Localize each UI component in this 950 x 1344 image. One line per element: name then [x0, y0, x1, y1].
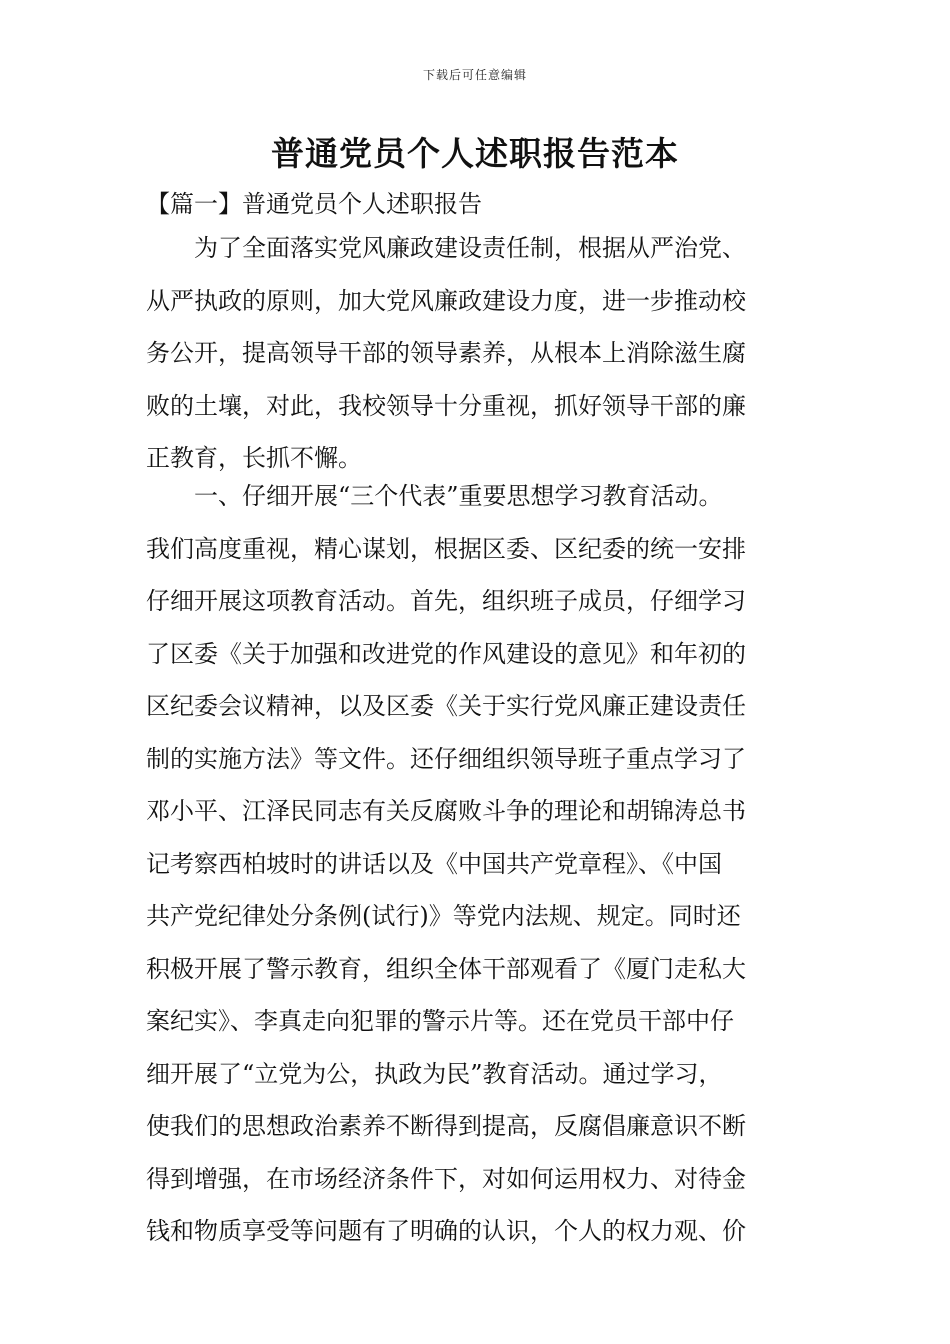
paragraph-line: 务公开，提高领导干部的领导素养，从根本上消除滋生腐	[146, 339, 746, 367]
paragraph-line: 我们高度重视，精心谋划，根据区委、区纪委的统一安排	[146, 534, 746, 563]
page-header-note: 下载后可任意编辑	[422, 68, 527, 82]
paragraph-line: 得到增强，在市场经济条件下，对如何运用权力、对待金	[146, 1164, 746, 1193]
paragraph-line: 仔细开展这项教育活动。首先，组织班子成员，仔细学习	[146, 587, 746, 615]
paragraph-line: 败的土壤，对此，我校领导十分重视，抓好领导干部的廉	[146, 391, 746, 420]
paragraph-line: 区纪委会议精神，以及区委《关于实行党风廉正建设责任	[146, 692, 746, 720]
paragraph-line: 案纪实》、李真走向犯罪的警示片等。还在党员干部中仔	[146, 1007, 734, 1035]
paragraph-line: 使我们的思想政治素养不断得到提高，反腐倡廉意识不断	[146, 1112, 746, 1140]
paragraph-line: 共产党纪律处分条例(试行)》等党内法规、规定。同时还	[146, 902, 741, 930]
paragraph-line: 一、仔细开展“三个代表”重要思想学习教育活动。	[194, 482, 723, 510]
paragraph-line: 记考察西柏坡时的讲话以及《中国共产党章程》、《中国	[146, 849, 722, 878]
paragraph-line: 为了全面落实党风廉政建设责任制，根据从严治党、	[194, 234, 746, 262]
paragraph-line: 从严执政的原则，加大党风廉政建设力度，进一步推动校	[146, 286, 746, 315]
paragraph-line: 积极开展了警示教育，组织全体干部观看了《厦门走私大	[146, 954, 746, 983]
paragraph-2	[146, 470, 806, 1258]
paragraph-line: 制的实施方法》等文件。还仔细组织领导班子重点学习了	[146, 744, 746, 773]
paragraph-line: 了区委《关于加强和改进党的作风建设的意见》和年初的	[146, 639, 746, 668]
paragraph-line: 细开展了“立党为公，执政为民”教育活动。通过学习，	[146, 1059, 723, 1088]
paragraph-1	[146, 222, 806, 485]
paragraph-line: 邓小平、江泽民同志有关反腐败斗争的理论和胡锦涛总书	[146, 797, 746, 825]
paragraph-line: 钱和物质享受等问题有了明确的认识，个人的权力观、价	[146, 1217, 746, 1245]
paragraph-line: 正教育，长抓不懈。	[146, 444, 362, 472]
document-title: 普通党员个人述职报告范本	[271, 134, 679, 173]
section-heading: 【篇一】普通党员个人述职报告	[146, 190, 482, 218]
